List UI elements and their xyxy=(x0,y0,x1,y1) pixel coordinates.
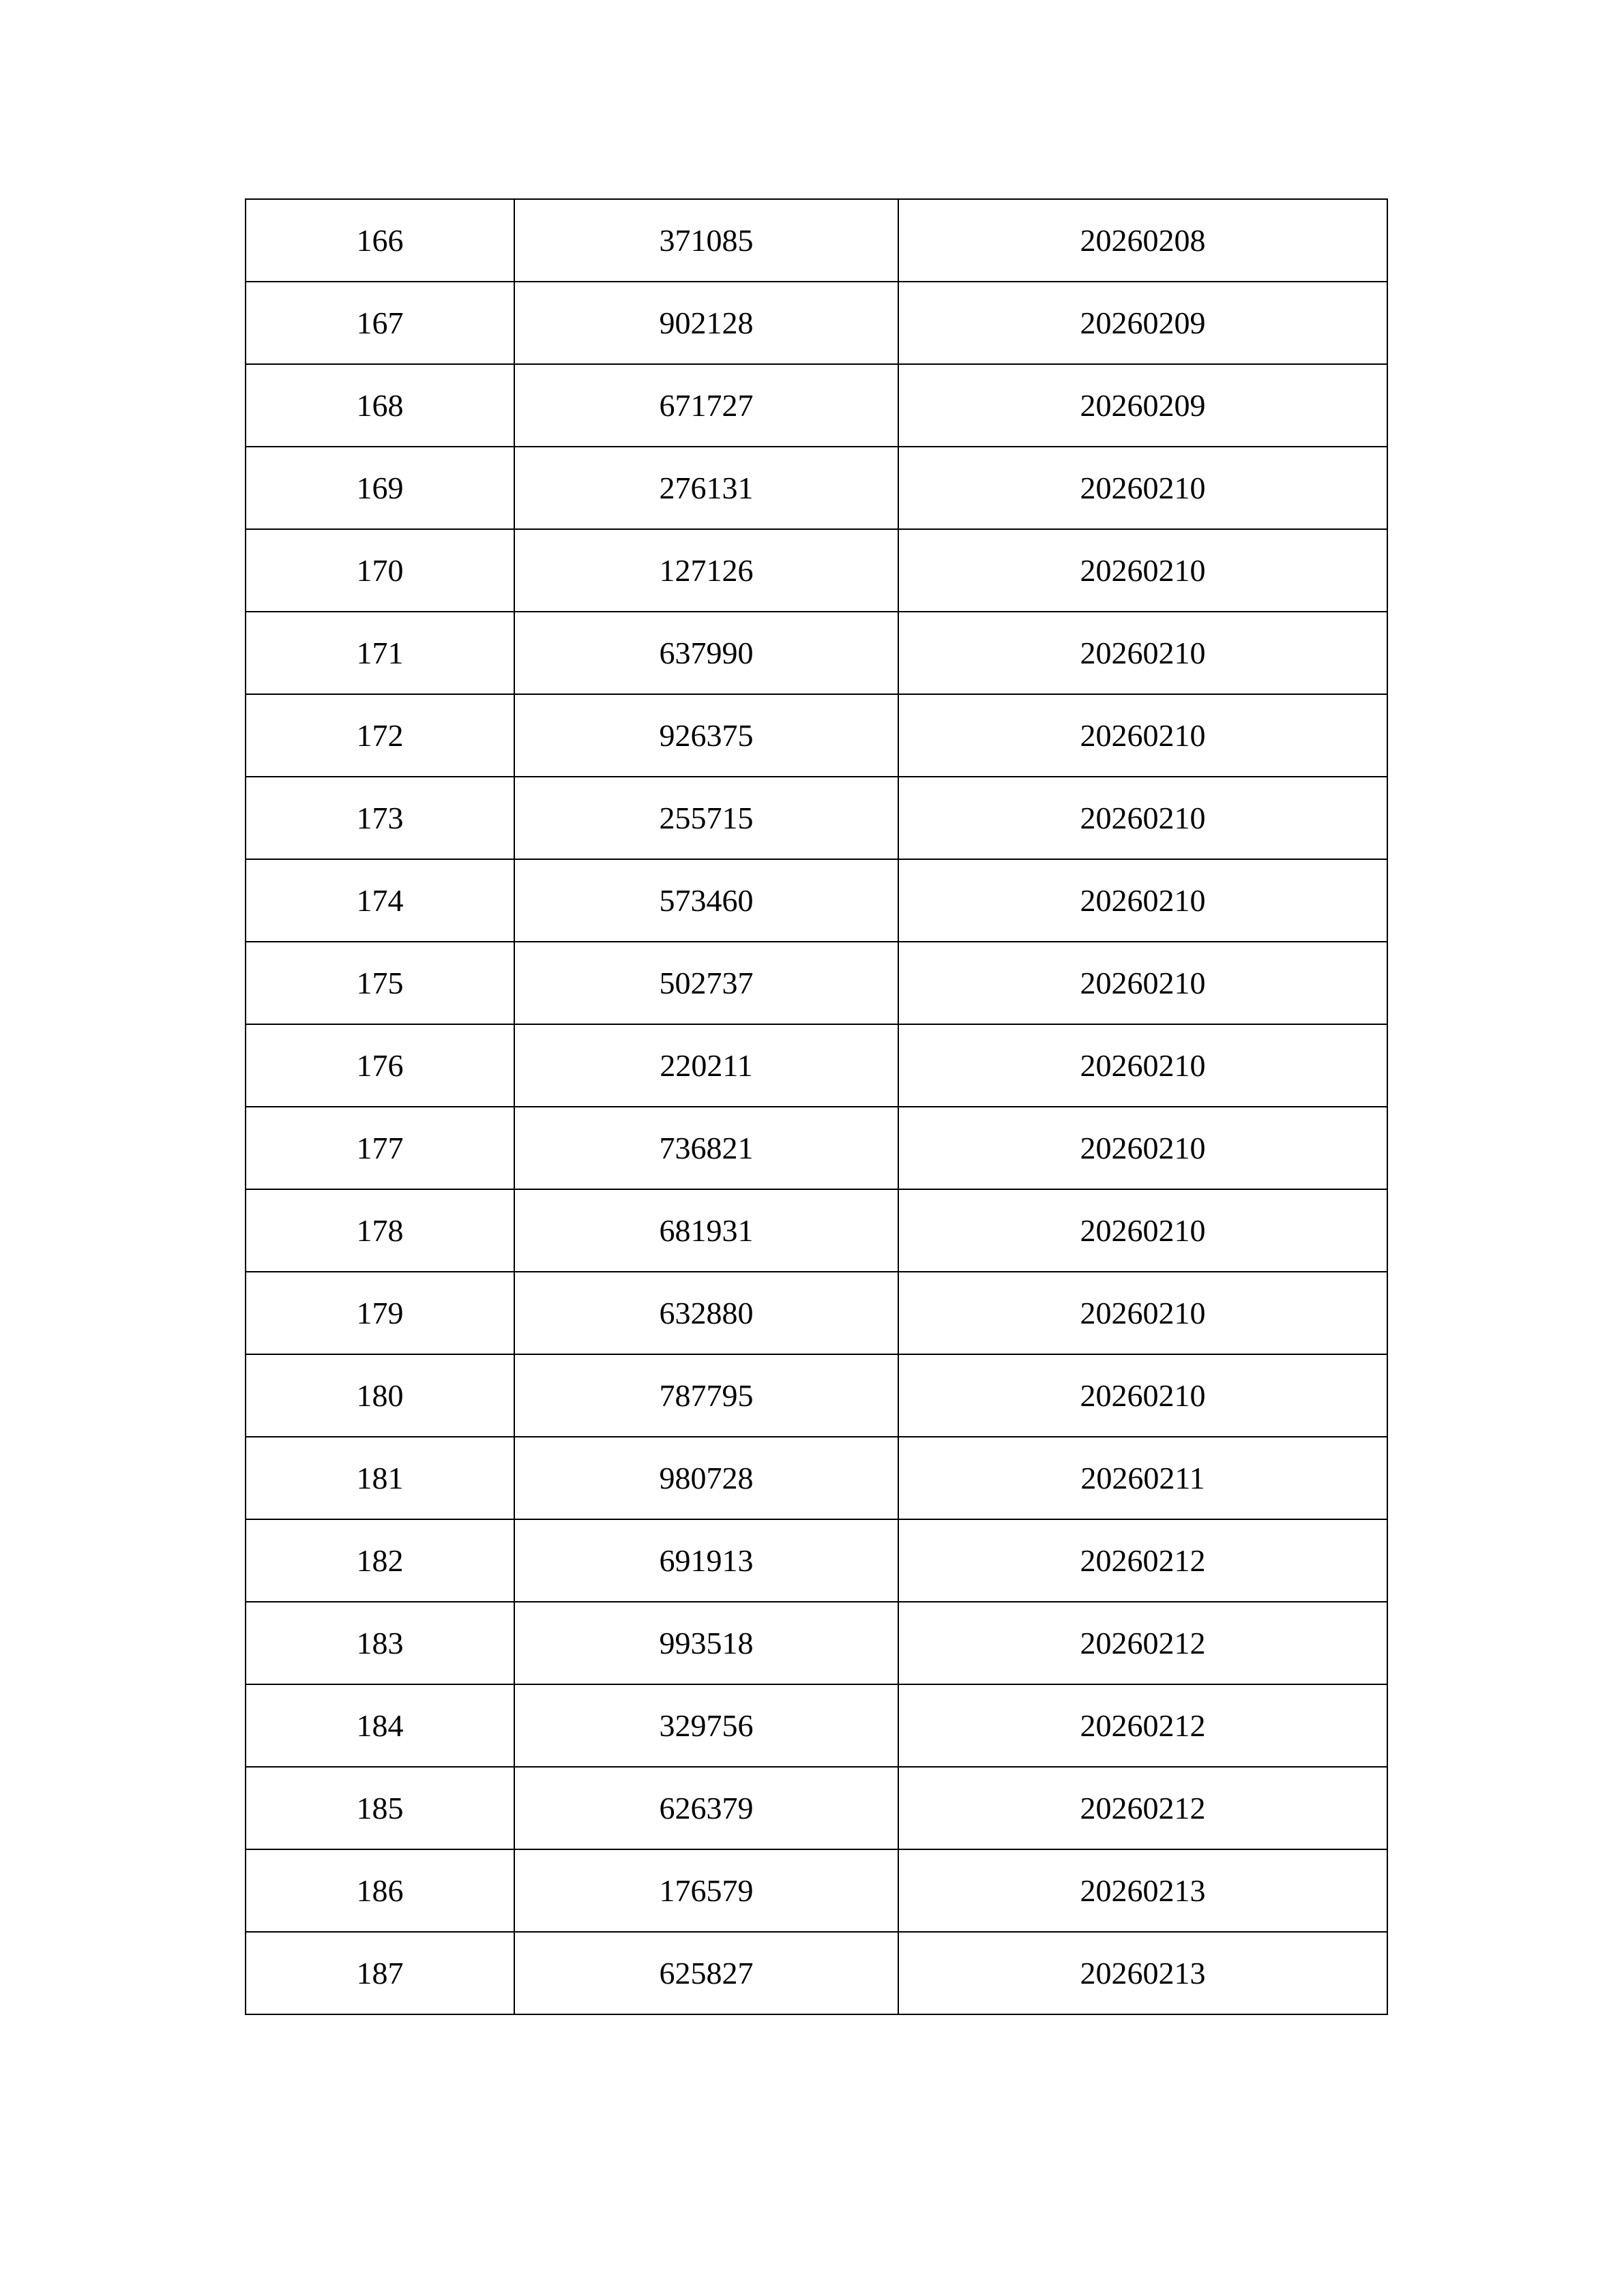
table-row xyxy=(246,859,1387,942)
row-number-cell: 170 xyxy=(246,529,514,612)
code-cell: 681931 xyxy=(514,1189,898,1272)
table-row xyxy=(246,1602,1387,1684)
row-number-cell: 166 xyxy=(246,199,514,282)
table-row xyxy=(246,694,1387,777)
row-number-cell: 187 xyxy=(246,1932,514,2014)
table-row xyxy=(246,1767,1387,1849)
date-cell: 20260210 xyxy=(898,529,1387,612)
date-cell: 20260210 xyxy=(898,942,1387,1024)
table-row xyxy=(246,364,1387,447)
row-number-cell: 167 xyxy=(246,282,514,364)
code-cell: 671727 xyxy=(514,364,898,447)
code-cell: 502737 xyxy=(514,942,898,1024)
date-cell: 20260210 xyxy=(898,1354,1387,1437)
date-cell: 20260210 xyxy=(898,612,1387,694)
table-row xyxy=(246,1189,1387,1272)
date-cell: 20260213 xyxy=(898,1932,1387,2014)
date-cell: 20260211 xyxy=(898,1437,1387,1519)
row-number-cell: 171 xyxy=(246,612,514,694)
date-cell: 20260212 xyxy=(898,1767,1387,1849)
date-cell: 20260210 xyxy=(898,1024,1387,1107)
code-cell: 691913 xyxy=(514,1519,898,1602)
row-number-cell: 181 xyxy=(246,1437,514,1519)
table-row xyxy=(246,1107,1387,1189)
row-number-cell: 169 xyxy=(246,447,514,529)
code-cell: 993518 xyxy=(514,1602,898,1684)
date-cell: 20260208 xyxy=(898,199,1387,282)
code-cell: 736821 xyxy=(514,1107,898,1189)
date-cell: 20260210 xyxy=(898,859,1387,942)
table-row xyxy=(246,1272,1387,1354)
date-cell: 20260210 xyxy=(898,447,1387,529)
data-table xyxy=(245,198,1388,2015)
code-cell: 220211 xyxy=(514,1024,898,1107)
row-number-cell: 185 xyxy=(246,1767,514,1849)
code-cell: 329756 xyxy=(514,1684,898,1767)
row-number-cell: 182 xyxy=(246,1519,514,1602)
date-cell: 20260212 xyxy=(898,1602,1387,1684)
row-number-cell: 176 xyxy=(246,1024,514,1107)
code-cell: 573460 xyxy=(514,859,898,942)
table-row xyxy=(246,942,1387,1024)
table-row xyxy=(246,1024,1387,1107)
row-number-cell: 174 xyxy=(246,859,514,942)
row-number-cell: 173 xyxy=(246,777,514,859)
row-number-cell: 168 xyxy=(246,364,514,447)
code-cell: 127126 xyxy=(514,529,898,612)
code-cell: 980728 xyxy=(514,1437,898,1519)
date-cell: 20260210 xyxy=(898,1272,1387,1354)
date-cell: 20260210 xyxy=(898,777,1387,859)
date-cell: 20260210 xyxy=(898,694,1387,777)
date-cell: 20260212 xyxy=(898,1684,1387,1767)
table-row xyxy=(246,1519,1387,1602)
code-cell: 632880 xyxy=(514,1272,898,1354)
date-cell: 20260210 xyxy=(898,1189,1387,1272)
table-row xyxy=(246,777,1387,859)
code-cell: 637990 xyxy=(514,612,898,694)
table-row xyxy=(246,447,1387,529)
table-row xyxy=(246,199,1387,282)
table-row xyxy=(246,529,1387,612)
table-row xyxy=(246,1354,1387,1437)
date-cell: 20260212 xyxy=(898,1519,1387,1602)
row-number-cell: 177 xyxy=(246,1107,514,1189)
row-number-cell: 183 xyxy=(246,1602,514,1684)
code-cell: 625827 xyxy=(514,1932,898,2014)
code-cell: 176579 xyxy=(514,1849,898,1932)
row-number-cell: 184 xyxy=(246,1684,514,1767)
code-cell: 626379 xyxy=(514,1767,898,1849)
date-cell: 20260209 xyxy=(898,364,1387,447)
table-row xyxy=(246,1684,1387,1767)
row-number-cell: 180 xyxy=(246,1354,514,1437)
date-cell: 20260209 xyxy=(898,282,1387,364)
code-cell: 255715 xyxy=(514,777,898,859)
row-number-cell: 172 xyxy=(246,694,514,777)
code-cell: 926375 xyxy=(514,694,898,777)
date-cell: 20260213 xyxy=(898,1849,1387,1932)
table-row xyxy=(246,1932,1387,2014)
table-row xyxy=(246,1849,1387,1932)
code-cell: 371085 xyxy=(514,199,898,282)
code-cell: 787795 xyxy=(514,1354,898,1437)
row-number-cell: 175 xyxy=(246,942,514,1024)
table-row xyxy=(246,612,1387,694)
table-row xyxy=(246,282,1387,364)
date-cell: 20260210 xyxy=(898,1107,1387,1189)
row-number-cell: 178 xyxy=(246,1189,514,1272)
row-number-cell: 186 xyxy=(246,1849,514,1932)
row-number-cell: 179 xyxy=(246,1272,514,1354)
table-row xyxy=(246,1437,1387,1519)
code-cell: 276131 xyxy=(514,447,898,529)
code-cell: 902128 xyxy=(514,282,898,364)
table-body xyxy=(246,199,1387,2014)
